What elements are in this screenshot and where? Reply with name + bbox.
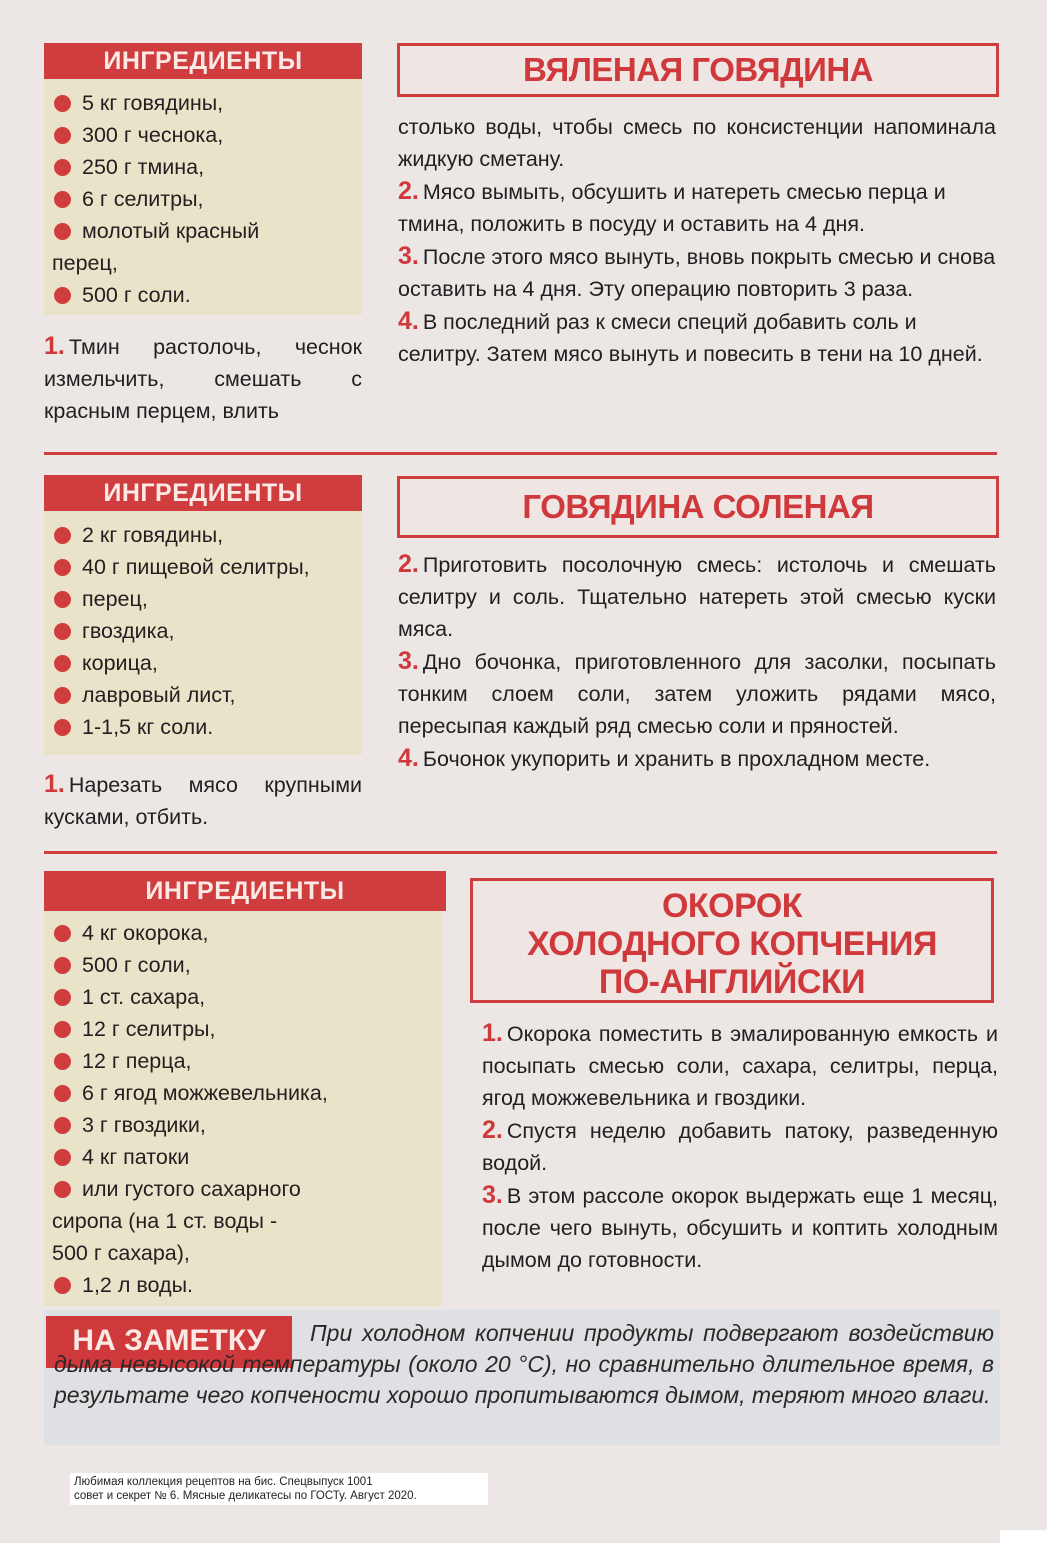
ingredient-text: 4 кг окорока, <box>82 921 209 945</box>
ingredient-text: 4 кг патоки <box>82 1145 190 1169</box>
ingredient-item <box>52 583 362 615</box>
ingredient-text: молотый красный <box>82 219 260 243</box>
ingredients-list <box>44 911 442 1301</box>
bullet-icon <box>54 655 71 672</box>
ingredient-item <box>52 1269 442 1301</box>
bullet-icon <box>54 1277 71 1294</box>
ingredient-item <box>52 1109 442 1141</box>
ingredient-text: или густого сахарного <box>82 1177 301 1201</box>
step-1 <box>44 768 362 833</box>
step-4 <box>398 305 996 370</box>
ingredient-text: 500 г соли, <box>82 953 191 977</box>
step-number: 1. <box>482 1019 503 1047</box>
ingredients-panel <box>44 79 362 315</box>
recipe-2 <box>0 460 1047 850</box>
bullet-icon <box>54 687 71 704</box>
bullet-icon <box>54 957 71 974</box>
bullet-icon <box>54 1085 71 1102</box>
step-2 <box>398 548 996 645</box>
ingredient-text: 5 кг говядины, <box>82 91 224 115</box>
note-section <box>44 1310 1000 1445</box>
ingredient-text: 12 г перца, <box>82 1049 192 1073</box>
ingredients-panel <box>44 911 442 1306</box>
ingredients-list <box>44 511 362 743</box>
steps <box>398 548 996 775</box>
step-1-continued <box>398 111 996 175</box>
source-credit <box>70 1473 488 1505</box>
ingredient-item <box>52 551 362 583</box>
ingredient-text: 12 г селитры, <box>82 1017 216 1041</box>
bullet-icon <box>54 623 71 640</box>
ingredient-text: лавровый лист, <box>82 683 236 707</box>
step-number: 2. <box>398 550 419 578</box>
step-number: 2. <box>482 1116 503 1144</box>
bullet-icon <box>54 989 71 1006</box>
bullet-icon <box>54 1053 71 1070</box>
ingredient-item <box>52 215 362 247</box>
step-number: 3. <box>398 242 419 270</box>
title-line: ОКОРОК <box>661 887 803 925</box>
bullet-icon <box>54 527 71 544</box>
ingredient-text: корица, <box>82 651 158 675</box>
recipe-title: ВЯЛЕНАЯ ГОВЯДИНА <box>397 43 999 97</box>
ingredient-text: 1-1,5 кг соли. <box>82 715 214 739</box>
step-text: После этого мясо вынуть, вновь покрыть смесью и снова оставить на 4 дня. Эту операцию повторить 3 раза. <box>398 245 996 301</box>
ingredient-item <box>52 981 442 1013</box>
step-text: Спустя неделю добавить патоку, разведенную водой. <box>482 1119 998 1175</box>
ingredient-text: 500 г соли. <box>82 283 191 307</box>
step-text: Нарезать мясо крупными кусками, отбить. <box>44 773 362 829</box>
step-text: Приготовить посолочную смесь: истолочь и смешать селитру и соль. Тщательно натереть этой смесью куски мяса. <box>398 553 996 641</box>
ingredient-item <box>52 647 362 679</box>
recipe-title <box>470 878 994 1003</box>
bullet-icon <box>54 1021 71 1038</box>
ingredient-text: 3 г гвоздики, <box>82 1113 206 1137</box>
step-text: Дно бочонка, приготовленного для засолки, посыпать тонким слоем соли, затем уложить рядами мясо, пересыпая каждый ряд смесью соли и пряностей. <box>398 650 996 738</box>
ingredient-item <box>52 87 362 119</box>
ingredient-item <box>52 1045 442 1077</box>
ingredient-text: перец, <box>82 587 148 611</box>
bullet-icon <box>54 1117 71 1134</box>
step-number: 3. <box>482 1181 503 1209</box>
ingredient-item <box>52 949 442 981</box>
ingredient-item <box>52 1141 442 1173</box>
bullet-icon <box>54 159 71 176</box>
ingredient-text: 1,2 л воды. <box>82 1273 194 1297</box>
bullet-icon <box>54 191 71 208</box>
ingredient-item <box>52 247 362 279</box>
ingredient-item <box>52 1205 442 1237</box>
step-number: 2. <box>398 177 419 205</box>
ingredient-text: 2 кг говядины, <box>82 523 224 547</box>
bullet-icon <box>54 559 71 576</box>
step-text: столько воды, чтобы смесь по консистенции напоминала жидкую сметану. <box>398 115 996 171</box>
title-line: ХОЛОДНОГО КОПЧЕНИЯ <box>527 925 937 963</box>
ingredient-text: сиропа (на 1 ст. воды - <box>52 1209 278 1233</box>
bullet-icon <box>54 1181 71 1198</box>
ingredient-item <box>52 183 362 215</box>
step-text: Окорока поместить в эмалированную емкость и посыпать смесью соли, сахара, селитры, перца, ягод можжевельника и гвоздики. <box>482 1022 998 1110</box>
step-4 <box>398 742 996 775</box>
step-text: Мясо вымыть, обсушить и натереть смесью перца и тмина, положить в посуду и оставить на 4 дня. <box>398 180 946 236</box>
bullet-icon <box>54 287 71 304</box>
steps <box>398 111 996 370</box>
credit-line-1: Любимая коллекция рецептов на бис. Спецвыпуск 1001 <box>74 1476 373 1488</box>
step-text: В этом рассоле окорок выдержать еще 1 месяц, после чего вынуть, обсушить и коптить холодным дымом до готовности. <box>482 1184 998 1272</box>
bullet-icon <box>54 925 71 942</box>
ingredient-item <box>52 1173 442 1205</box>
ingredients-list <box>44 79 362 311</box>
bullet-icon <box>54 719 71 736</box>
bullet-icon <box>54 95 71 112</box>
credit-line-2: совет и секрет № 6. Мясные деликатесы по ГОСТу. Август 2020. <box>74 1490 417 1502</box>
ingredient-text: 250 г тмина, <box>82 155 205 179</box>
ingredient-item <box>52 711 362 743</box>
ingredients-header: ИНГРЕДИЕНТЫ <box>44 871 446 911</box>
note-label: НА ЗАМЕТКУ <box>46 1316 292 1368</box>
ingredients-header: ИНГРЕДИЕНТЫ <box>44 43 362 79</box>
note-text: При холодном копчении продукты подвергают воздействию дыма невысокой температуры (около 20 °С), но сравнительно длительное время, в результате чего копчености хорошо пропитываются дымом, теряют много влаги. <box>54 1320 994 1408</box>
ingredient-item <box>52 151 362 183</box>
ingredients-header: ИНГРЕДИЕНТЫ <box>44 475 362 511</box>
ingredient-item <box>52 1013 442 1045</box>
ingredient-item <box>52 917 442 949</box>
bullet-icon <box>54 127 71 144</box>
step-1 <box>44 330 362 427</box>
step-number: 3. <box>398 647 419 675</box>
ingredient-text: 40 г пищевой селитры, <box>82 555 310 579</box>
ingredient-item <box>52 119 362 151</box>
bullet-icon <box>54 1149 71 1166</box>
title-line: ПО-АНГЛИЙСКИ <box>598 963 866 1001</box>
ingredient-item <box>52 615 362 647</box>
step-number: 1. <box>44 770 65 798</box>
recipe-1 <box>0 0 1047 440</box>
step-3 <box>482 1179 998 1276</box>
step-3 <box>398 645 996 742</box>
ingredient-item <box>52 519 362 551</box>
step-number: 1. <box>44 332 65 360</box>
section-divider <box>44 452 997 455</box>
ingredient-item <box>52 1237 442 1269</box>
ingredients-panel <box>44 511 362 755</box>
ingredient-text: гвоздика, <box>82 619 175 643</box>
ingredient-text: 500 г сахара), <box>52 1241 190 1265</box>
ingredient-item <box>52 1077 442 1109</box>
step-text: Бочонок укупорить и хранить в прохладном месте. <box>422 747 931 771</box>
step-1 <box>482 1017 998 1114</box>
ingredient-text: 300 г чеснока, <box>82 123 224 147</box>
ingredient-item <box>52 279 362 311</box>
bullet-icon <box>54 223 71 240</box>
step-2 <box>482 1114 998 1179</box>
ingredient-text: перец, <box>52 251 118 275</box>
recipe-title: ГОВЯДИНА СОЛЕНАЯ <box>397 476 999 538</box>
step-text: Тмин растолочь, чеснок измельчить, смешать с красным перцем, влить <box>44 335 362 423</box>
steps <box>482 1017 998 1276</box>
ingredient-text: 6 г селитры, <box>82 187 204 211</box>
step-number: 4. <box>398 744 419 772</box>
recipe-3 <box>0 860 1047 1310</box>
step-text: В последний раз к смеси специй добавить соль и селитру. Затем мясо вынуть и повесить в тени на 10 дней. <box>398 310 983 366</box>
step-number: 4. <box>398 307 419 335</box>
step-3 <box>398 240 996 305</box>
step-2 <box>398 175 996 240</box>
section-divider <box>44 851 997 854</box>
page-edge <box>1000 1530 1047 1543</box>
ingredient-text: 1 ст. сахара, <box>82 985 206 1009</box>
ingredient-text: 6 г ягод можжевельника, <box>82 1081 328 1105</box>
bullet-icon <box>54 591 71 608</box>
ingredient-item <box>52 679 362 711</box>
